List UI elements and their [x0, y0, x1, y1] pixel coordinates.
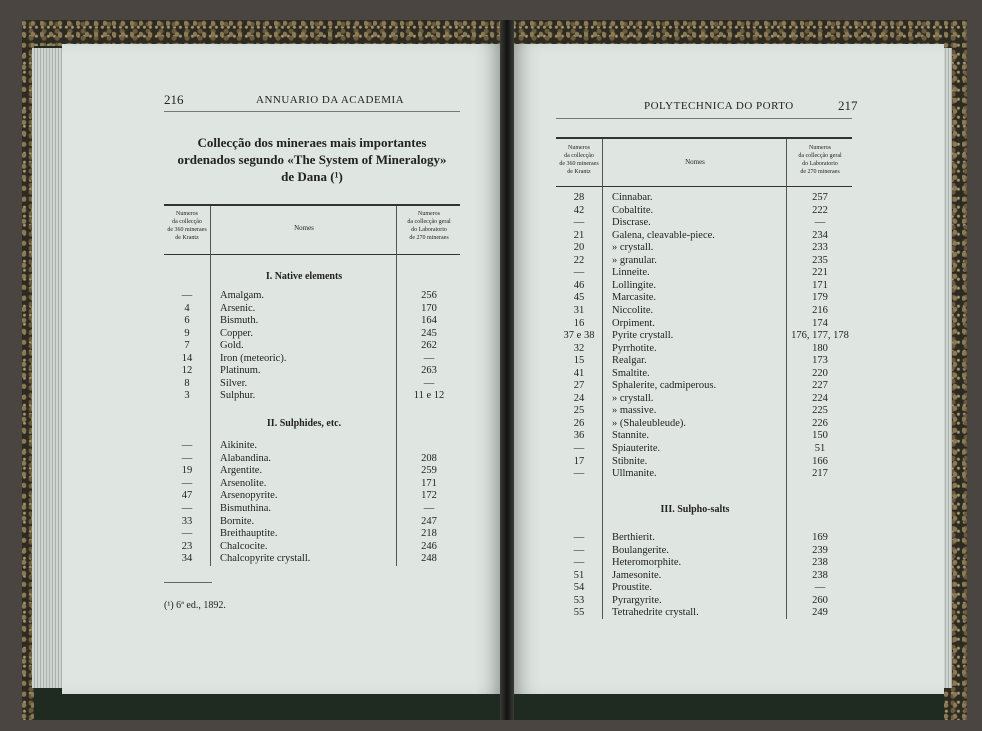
krantz-number-cell: — — [573, 468, 585, 480]
laboratory-number-cell: — — [814, 217, 826, 229]
laboratory-number-cell: 227 — [812, 380, 828, 392]
krantz-number-cell: — — [573, 443, 585, 454]
laboratory-number-cell: 226 — [812, 417, 828, 429]
mineral-name-cell: Linneite. — [612, 267, 650, 279]
mineral-name-cell: Jamesonite. — [612, 569, 662, 581]
krantz-number-cell: 26 — [573, 417, 585, 429]
krantz-number-cell: 45 — [573, 292, 585, 304]
laboratory-number-cell: 225 — [812, 405, 828, 417]
laboratory-number-cell: 150 — [812, 430, 828, 442]
krantz-number-cell: 25 — [573, 405, 585, 417]
mineral-name-cell: Chalcopyrite crystall. — [220, 553, 311, 565]
krantz-number-cell: 12 — [181, 365, 193, 376]
page-edges-left — [32, 48, 64, 688]
krantz-number-cell: 3 — [184, 390, 190, 401]
krantz-number-cell: 36 — [573, 430, 585, 442]
running-head: ANNUARIO DA ACADEMIA — [256, 94, 405, 106]
laboratory-number-cell: 263 — [421, 365, 437, 376]
mineral-name-cell: Gold. — [220, 340, 244, 351]
laboratory-number-cell: 247 — [421, 515, 437, 527]
mineral-name-cell: Amalgam. — [220, 290, 265, 301]
krantz-number-cell: 20 — [573, 242, 585, 254]
laboratory-number-cell: 245 — [421, 327, 437, 339]
book-gutter — [500, 20, 514, 720]
section-heading: II. Sulphides, etc. — [266, 418, 342, 429]
krantz-number-cell: 6 — [184, 315, 190, 326]
laboratory-number-cell: 221 — [812, 267, 828, 279]
laboratory-number-cell: 11 e 12 — [413, 390, 445, 401]
laboratory-number-cell: 179 — [812, 292, 828, 304]
mineral-name-cell: Breithauptite. — [220, 528, 278, 540]
mineral-name-cell: Bismuth. — [220, 315, 259, 326]
laboratory-number-cell: 174 — [812, 317, 828, 329]
mineral-name-cell: Galena, cleavable-piece. — [612, 229, 715, 241]
laboratory-number-cell: 218 — [421, 528, 437, 540]
mineral-name-cell: Chalcocite. — [220, 540, 268, 552]
krantz-number-cell: 55 — [573, 607, 585, 618]
mineral-name-cell: Boulangerite. — [612, 544, 669, 556]
marbled-edge-top-left — [22, 20, 502, 46]
krantz-number-cell: 31 — [573, 304, 585, 316]
krantz-number-cell: 28 — [573, 192, 585, 203]
mineral-name-cell: » crystall. — [612, 242, 654, 254]
laboratory-number-cell: 169 — [812, 532, 828, 543]
laboratory-number-cell: 171 — [812, 279, 828, 291]
krantz-number-cell: 9 — [184, 327, 190, 339]
krantz-number-cell: 33 — [181, 515, 193, 527]
krantz-number-cell: — — [573, 217, 585, 229]
footnote: (¹) 6ª ed., 1892. — [164, 600, 226, 611]
krantz-number-cell: — — [181, 477, 193, 489]
krantz-number-cell: 14 — [181, 352, 193, 364]
left-page — [62, 44, 502, 694]
column-header-krantz: Numeros da collecção de 360 mineraes de Krantz — [167, 211, 207, 241]
laboratory-number-cell: 171 — [421, 477, 437, 489]
page-title: Collecção dos mineraes mais importantes ordenados segundo «The System of Mineralogy» de Dana (¹) — [177, 135, 447, 184]
krantz-number-cell: 19 — [181, 465, 193, 477]
laboratory-number-cell: 246 — [421, 540, 437, 552]
mineral-name-cell: Sphalerite, cadmiperous. — [612, 380, 717, 392]
mineral-name-cell: Copper. — [220, 327, 253, 339]
laboratory-number-cell: — — [423, 503, 435, 514]
laboratory-number-cell: 216 — [812, 304, 828, 316]
krantz-number-cell: 54 — [573, 582, 585, 593]
mineral-name-cell: Platinum. — [220, 365, 261, 376]
mineral-name-cell: Discrase. — [612, 217, 651, 229]
mineral-name-cell: Tetrahedrite crystall. — [612, 607, 699, 618]
mineral-name-cell: Bismuthina. — [220, 503, 272, 514]
krantz-number-cell: 51 — [573, 569, 585, 581]
mineral-name-cell: Niccolite. — [612, 304, 654, 316]
column-header-names: Nomes — [685, 158, 705, 166]
mineral-name-cell: Arsenopyrite. — [220, 490, 278, 502]
krantz-number-cell: 16 — [573, 317, 585, 329]
mineral-name-cell: Lollingite. — [612, 279, 657, 291]
mineral-name-cell: Pyrrhotite. — [612, 342, 657, 354]
mineral-name-cell: Arsenic. — [220, 302, 256, 314]
krantz-number-cell: 42 — [573, 204, 585, 216]
laboratory-number-cell: — — [423, 377, 435, 389]
krantz-number-cell: 37 e 38 — [563, 330, 595, 342]
krantz-number-cell: 7 — [184, 340, 190, 351]
mineral-name-cell: Bornite. — [220, 515, 255, 527]
krantz-number-cell: 24 — [573, 392, 585, 404]
laboratory-number-cell: 164 — [421, 315, 437, 326]
mineral-name-cell: Argentite. — [220, 465, 263, 477]
krantz-number-cell: 47 — [181, 490, 193, 502]
krantz-number-cell: — — [181, 452, 193, 464]
mineral-name-cell: Arsenolite. — [220, 477, 267, 489]
column-header-names: Nomes — [294, 224, 314, 232]
krantz-number-cell: — — [573, 544, 585, 556]
laboratory-number-cell: 176, 177, 178 — [791, 330, 849, 342]
mineral-name-cell: Heteromorphite. — [612, 557, 682, 568]
mineral-name-cell: Stannite. — [612, 430, 650, 442]
krantz-number-cell: 4 — [184, 302, 190, 314]
mineral-name-cell: Sulphur. — [220, 390, 256, 401]
page-number: 217 — [838, 98, 858, 113]
mineral-name-cell: » (Shaleubleude). — [612, 417, 687, 429]
laboratory-number-cell: 220 — [812, 367, 828, 379]
krantz-number-cell: — — [573, 267, 585, 279]
mineral-name-cell: » massive. — [612, 405, 657, 417]
krantz-number-cell: 22 — [573, 254, 585, 266]
laboratory-number-cell: 260 — [812, 594, 828, 606]
mineral-name-cell: Aikinite. — [220, 440, 258, 451]
laboratory-number-cell: 262 — [421, 340, 437, 351]
krantz-number-cell: — — [573, 532, 585, 543]
krantz-number-cell: 23 — [181, 540, 193, 552]
laboratory-number-cell: 173 — [812, 355, 828, 367]
laboratory-number-cell: 239 — [812, 544, 828, 556]
section-heading: III. Sulpho-salts — [660, 504, 730, 515]
column-header-laboratory: Numeros da collecção geral do Laboratorio de 270 mineraes — [798, 145, 842, 175]
krantz-number-cell: 53 — [573, 594, 585, 606]
laboratory-number-cell: 217 — [812, 468, 828, 480]
mineral-name-cell: Stibnite. — [612, 455, 648, 467]
laboratory-number-cell: 257 — [812, 192, 828, 203]
laboratory-number-cell: 259 — [421, 465, 437, 477]
column-header-laboratory: Numeros da collecção geral do Laboratorio de 270 mineraes — [407, 211, 451, 241]
mineral-name-cell: Smaltite. — [612, 367, 650, 379]
laboratory-number-cell: 222 — [812, 204, 828, 216]
laboratory-number-cell: 180 — [812, 342, 828, 354]
page-number: 216 — [164, 92, 184, 107]
laboratory-number-cell: 235 — [812, 254, 828, 266]
laboratory-number-cell: 166 — [812, 455, 828, 467]
krantz-number-cell: 8 — [184, 377, 190, 389]
mineral-name-cell: Silver. — [220, 377, 248, 389]
laboratory-number-cell: 233 — [812, 242, 828, 254]
mineral-name-cell: Pyrargyrite. — [612, 594, 662, 606]
laboratory-number-cell: 238 — [812, 557, 828, 568]
krantz-number-cell: — — [181, 290, 193, 301]
laboratory-number-cell: 208 — [421, 452, 437, 464]
krantz-number-cell: — — [573, 557, 585, 568]
column-header-krantz: Numeros da collecção de 360 mineraes de Krantz — [559, 145, 599, 175]
marbled-edge-top-right — [512, 20, 967, 46]
krantz-number-cell: 17 — [573, 455, 585, 467]
laboratory-number-cell: 248 — [421, 553, 437, 565]
mineral-name-cell: Orpiment. — [612, 317, 655, 329]
krantz-number-cell: — — [181, 528, 193, 540]
mineral-name-cell: Marcasite. — [612, 292, 657, 304]
laboratory-number-cell: 249 — [812, 607, 828, 618]
krantz-number-cell: 21 — [573, 229, 585, 241]
laboratory-number-cell: 256 — [421, 290, 437, 301]
mineral-name-cell: » crystall. — [612, 392, 654, 404]
laboratory-number-cell: 170 — [421, 302, 437, 314]
krantz-number-cell: — — [181, 440, 193, 451]
laboratory-number-cell: — — [423, 352, 435, 364]
mineral-name-cell: Proustite. — [612, 582, 652, 593]
right-page — [512, 44, 944, 694]
krantz-number-cell: 41 — [573, 367, 585, 379]
laboratory-number-cell: 172 — [421, 490, 437, 502]
mineral-name-cell: Realgar. — [612, 355, 647, 367]
mineral-name-cell: Ullmanite. — [612, 468, 657, 480]
mineral-name-cell: Alabandina. — [220, 452, 272, 464]
laboratory-number-cell: — — [814, 582, 826, 593]
krantz-number-cell: 34 — [181, 553, 193, 565]
krantz-number-cell: 15 — [573, 355, 585, 367]
mineral-name-cell: Berthierit. — [612, 532, 655, 543]
mineral-name-cell: Pyrite crystall. — [612, 330, 674, 342]
krantz-number-cell: — — [181, 503, 193, 514]
section-heading: I. Native elements — [265, 271, 343, 282]
krantz-number-cell: 32 — [573, 342, 585, 354]
mineral-name-cell: » granular. — [612, 254, 657, 266]
running-head: POLYTECHNICA DO PORTO — [644, 100, 794, 112]
laboratory-number-cell: 238 — [812, 569, 828, 581]
laboratory-number-cell: 224 — [812, 392, 828, 404]
krantz-number-cell: 46 — [573, 279, 585, 291]
mineral-name-cell: Cobaltite. — [612, 204, 654, 216]
mineral-name-cell: Iron (meteoric). — [220, 352, 287, 364]
krantz-number-cell: 27 — [573, 380, 585, 392]
mineral-name-cell: Spiauterite. — [612, 443, 661, 454]
laboratory-number-cell: 234 — [812, 229, 828, 241]
laboratory-number-cell: 51 — [814, 443, 826, 454]
mineral-name-cell: Cinnabar. — [612, 192, 653, 203]
